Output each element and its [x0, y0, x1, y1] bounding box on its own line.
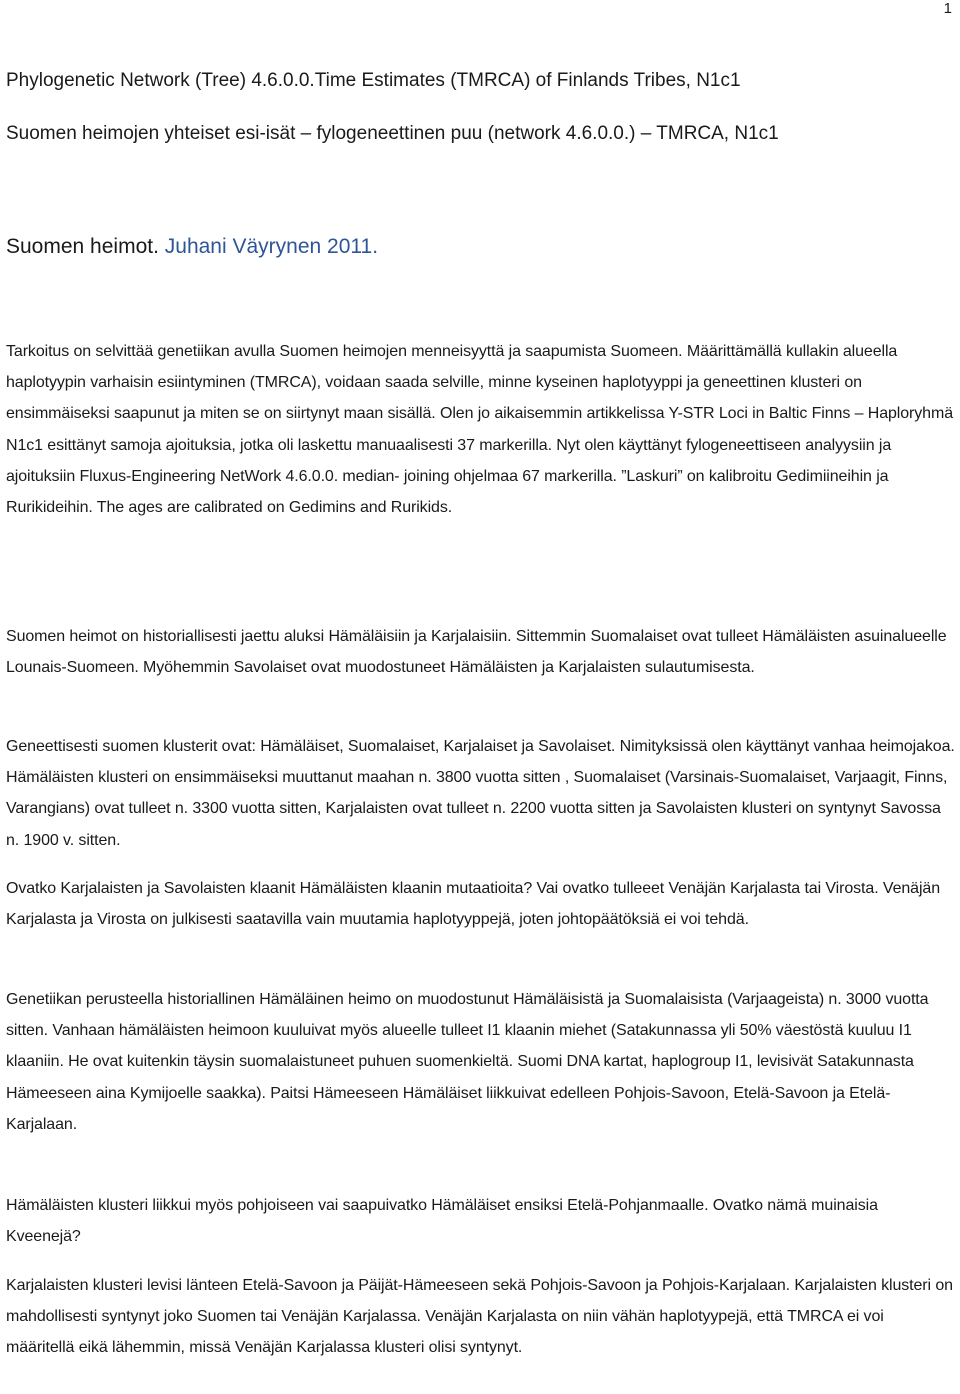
- subtitle: [6, 235, 378, 259]
- paragraph-karjalainen-cluster: Karjalaisten klusteri levisi länteen Etelä-Savoon ja Päijät-Hämeeseen sekä Pohjois-Savoon ja Pohjois-Karjalaan. Karjalaisten klusteri on mahdollisesti syntynyt joko Suomen tai Venäjän Karjalassa. Venäjän Karjalasta on niin vähän haplotyypejä, että TMRCA ei voi määritellä eikä lähemmin, missä Venäjän Karjalassa klusteri olisi syntynyt.: [6, 1277, 953, 1357]
- paragraph-intro: Tarkoitus on selvittää genetiikan avulla Suomen heimojen menneisyyttä ja saapumista Suomeen. Määrittämällä kullakin alueella haplotyypin varhaisin esiintyminen (TMRCA), voidaan saada selville, minne kyseinen haplotyyppi ja geneettinen klusteri on ensimmäiseksi saapunut ja miten se on siirtynyt maan sisällä. Olen jo aikaisemmin artikkelissa Y-STR Loci in Baltic Finns – Haploryhmä N1c1 esittänyt samoja ajoituksia, jotka oli laskettu manuaalisesti 37 markerilla. Nyt olen käyttänyt fylogeneettiseen analyysiin ja ajoituksiin Fluxus-Engineering NetWork 4.6.0.0. median- joining ohjelmaa 67 markerilla. ”Laskuri” on kalibroitu Gedimiineihin ja Rurikideihin. The ages are calibrated on Gedimins and Rurikids.: [6, 343, 953, 517]
- title-finnish: Suomen heimojen yhteiset esi-isät – fylogeneettinen puu (network 4.6.0.0.) – TMRCA, N1c1: [6, 123, 779, 144]
- page-number: 1: [943, 0, 952, 17]
- author-name: Juhani Väyrynen 2011.: [164, 235, 379, 258]
- subtitle-prefix: Suomen heimot.: [6, 235, 165, 258]
- paragraph-hamalainen-tribe: Genetiikan perusteella historiallinen Hämäläinen heimo on muodostunut Hämäläisistä ja Suomalaisista (Varjaageista) n. 3000 vuotta sitten. Vanhaan hämäläisten heimoon kuuluivat myös alueelle tulleet I1 klaanin miehet (Satakunnassa yli 50% väestöstä kuuluu I1 klaaniin. He ovat kuitenkin täysin suomalaistuneet puhuen suomenkieltä. Suomi DNA kartat, haplogroup I1, levisivät Satakunnasta Hämeeseen aina Kymijoelle saakka). Paitsi Hämeeseen Hämäläiset liikkuivat edelleen Pohjois-Savoon, Etelä-Savoon ja Etelä-Karjalaan.: [6, 991, 929, 1133]
- paragraph-hamalainen-north: Hämäläisten klusteri liikkui myös pohjoiseen vai saapuivatko Hämäläiset ensiksi Etelä-Pohjanmaalle. Ovatko nämä muinaisia Kveenejä?: [6, 1197, 878, 1246]
- paragraph-clan-mutations: Ovatko Karjalaisten ja Savolaisten klaanit Hämäläisten klaanin mutaatioita? Vai ovatko tulleeet Venäjän Karjalasta tai Virosta. Venäjän Karjalasta ja Virosta on julkisesti saatavilla vain muutamia haplotyyppejä, joten johtopäätöksiä ei voi tehdä.: [6, 880, 941, 929]
- title-english: Phylogenetic Network (Tree) 4.6.0.0.Time Estimates (TMRCA) of Finlands Tribes, N1c1: [6, 70, 741, 91]
- paragraph-tribes-history: Suomen heimot on historiallisesti jaettu aluksi Hämäläisiin ja Karjalaisiin. Sittemmin Suomalaiset ovat tulleet Hämäläisten asuinalueelle Lounais-Suomeen. Myöhemmin Savolaiset ovat muodostuneet Hämäläisten ja Karjalaisten sulautumisesta.: [6, 628, 947, 677]
- paragraph-genetic-clusters: Geneettisesti suomen klusterit ovat: Hämäläiset, Suomalaiset, Karjalaiset ja Savolaiset. Nimityksissä olen käyttänyt vanhaa heimojakoa. Hämäläisten klusteri on ensimmäiseksi muuttanut maahan n. 3800 vuotta sitten , Suomalaiset (Varsinais-Suomalaiset, Varjaagit, Finns, Varangians) ovat tulleet n. 3300 vuotta sitten, Karjalaisten ovat tulleet n. 2200 vuotta sitten ja Savolaisten klusteri on syntynyt Savossa n. 1900 v. sitten.: [6, 738, 955, 849]
